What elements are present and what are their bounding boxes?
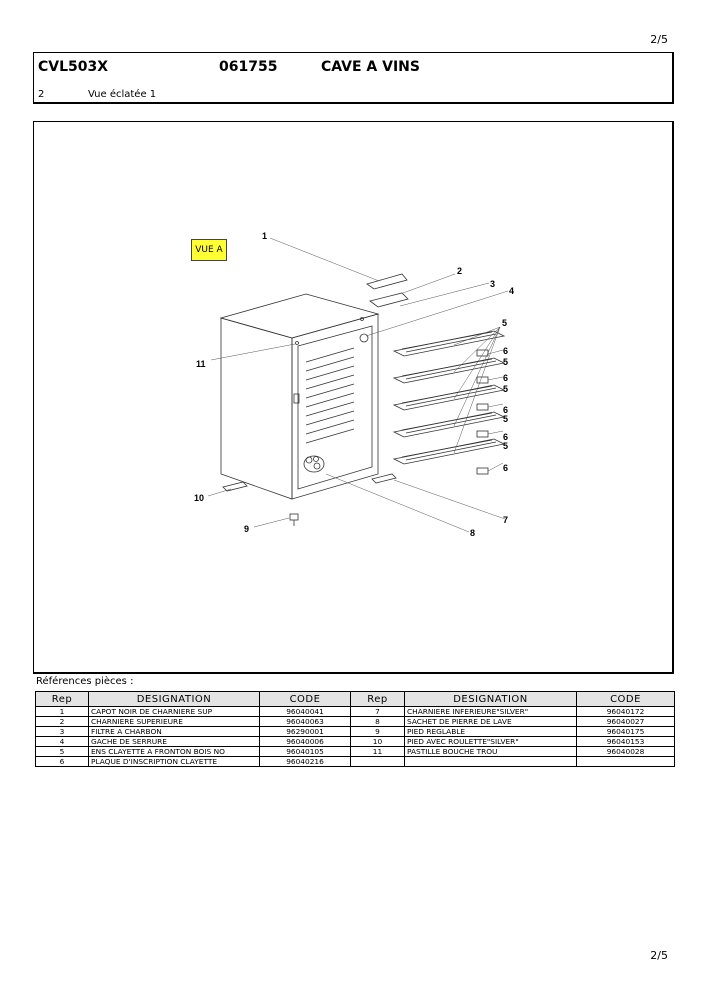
rep-header: Rep — [351, 692, 405, 707]
callout-6: 6 — [503, 373, 509, 383]
part-designation: CHARNIERE SUPERIEURE — [89, 717, 260, 727]
part-designation: PIED AVEC ROULETTE"SILVER" — [405, 737, 577, 747]
view-a-label: VUE A — [191, 239, 227, 261]
part-designation: ENS CLAYETTE A FRONTON BOIS NO — [89, 747, 260, 757]
code-header: CODE — [260, 692, 351, 707]
section-number: 2 — [38, 89, 45, 100]
references-title: Références pièces : — [36, 676, 134, 687]
empty-cell — [577, 757, 675, 767]
part-designation: FILTRE A CHARBON — [89, 727, 260, 737]
part-designation: GACHE DE SERRURE — [89, 737, 260, 747]
part-designation: PASTILLE BOUCHE TROU — [405, 747, 577, 757]
lava-stone-sachet — [304, 456, 324, 472]
callout-8: 8 — [470, 528, 476, 538]
part-designation: PIED REGLABLE — [405, 727, 577, 737]
part-rep: 7 — [351, 707, 405, 717]
callout-3: 3 — [490, 279, 496, 289]
callout-6: 6 — [503, 463, 509, 473]
part-code: 96040028 — [577, 747, 675, 757]
page-number-bottom: 2/5 — [650, 949, 668, 962]
shelf-5 — [394, 439, 504, 474]
part-designation: CAPOT NOIR DE CHARNIERE SUP — [89, 707, 260, 717]
callout-6: 6 — [503, 346, 509, 356]
callout-4: 4 — [509, 286, 515, 296]
designation-header: DESIGNATION — [89, 692, 260, 707]
table-row — [36, 717, 675, 727]
product-code: 061755 — [219, 59, 278, 75]
part-rep: 5 — [36, 747, 89, 757]
part-code: 96040172 — [577, 707, 675, 717]
leader-lines — [208, 238, 508, 532]
callout-6: 6 — [503, 405, 509, 415]
part-code: 96040006 — [260, 737, 351, 747]
table-row — [36, 737, 675, 747]
lower-hinge — [372, 474, 396, 483]
upper-hinge — [370, 293, 408, 307]
exploded-view-drawing — [34, 122, 671, 671]
adjustable-foot — [290, 514, 298, 526]
part-designation: SACHET DE PIERRE DE LAVE — [405, 717, 577, 727]
part-rep: 9 — [351, 727, 405, 737]
part-code: 96040216 — [260, 757, 351, 767]
part-code: 96040105 — [260, 747, 351, 757]
callout-5: 5 — [503, 384, 509, 394]
corner-screw — [296, 342, 299, 345]
part-code: 96040175 — [577, 727, 675, 737]
part-code: 96040063 — [260, 717, 351, 727]
product-title: CAVE A VINS — [321, 59, 420, 75]
castor-foot — [223, 482, 247, 491]
designation-header: DESIGNATION — [405, 692, 577, 707]
part-designation: PLAQUE D'INSCRIPTION CLAYETTE — [89, 757, 260, 767]
empty-cell — [405, 757, 577, 767]
part-code: 96040041 — [260, 707, 351, 717]
part-rep: 10 — [351, 737, 405, 747]
parts-table-header — [36, 692, 675, 707]
thermostat-knob — [360, 334, 368, 342]
part-rep: 1 — [36, 707, 89, 717]
table-row — [36, 747, 675, 757]
callout-1: 1 — [262, 231, 268, 241]
part-rep: 4 — [36, 737, 89, 747]
header-box — [33, 52, 674, 104]
callout-6: 6 — [503, 432, 509, 442]
parts-table — [35, 691, 675, 767]
cabinet-side — [221, 318, 292, 499]
hinge-cap — [367, 274, 407, 289]
table-row — [36, 727, 675, 737]
code-header: CODE — [577, 692, 675, 707]
exploded-view-frame — [33, 121, 674, 674]
callout-11: 11 — [196, 359, 206, 369]
callout-5: 5 — [503, 441, 509, 451]
callout-10: 10 — [194, 493, 205, 503]
part-designation: CHARNIERE INFERIEURE"SILVER" — [405, 707, 577, 717]
rep-header: Rep — [36, 692, 89, 707]
cabinet-top — [221, 294, 378, 338]
model-name: CVL503X — [38, 59, 109, 75]
part-code: 96290001 — [260, 727, 351, 737]
callout-5: 5 — [503, 414, 509, 424]
part-code: 96040027 — [577, 717, 675, 727]
callout-5: 5 — [503, 357, 509, 367]
part-code: 96040153 — [577, 737, 675, 747]
part-rep: 8 — [351, 717, 405, 727]
shelf-1 — [394, 331, 504, 356]
callout-5: 5 — [502, 318, 508, 328]
part-rep: 11 — [351, 747, 405, 757]
shelf-3 — [394, 385, 504, 410]
table-row — [36, 707, 675, 717]
part-rep: 2 — [36, 717, 89, 727]
section-title: Vue éclatée 1 — [88, 89, 157, 100]
part-rep: 3 — [36, 727, 89, 737]
rear-grille — [306, 348, 354, 443]
table-row — [36, 757, 675, 767]
callout-7: 7 — [503, 515, 509, 525]
page-number-top: 2/5 — [650, 33, 668, 46]
callout-2: 2 — [457, 266, 463, 276]
callout-9: 9 — [244, 524, 250, 534]
empty-cell — [351, 757, 405, 767]
part-rep: 6 — [36, 757, 89, 767]
shelf-4 — [394, 412, 504, 437]
